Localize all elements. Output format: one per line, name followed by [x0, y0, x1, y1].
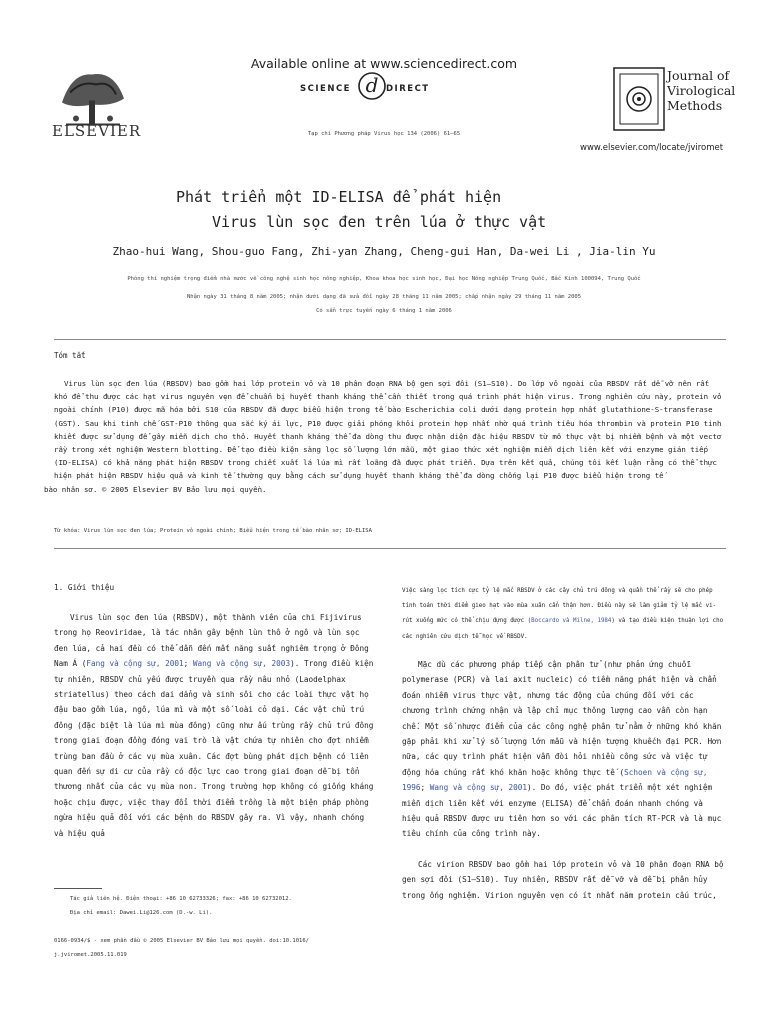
divider: [54, 339, 726, 340]
journal-reference: Tạp chí Phương pháp Virus học 134 (2006) 61–65: [307, 131, 461, 137]
abstract-text: Virus lùn sọc đen lúa (RBSDV) bao gồm hai lớp protein vỏ và 10 phân đoạn RNA bộ gen sợi đôi (S1–S10). Do lớp vỏ ngoài của RBSDV rất dễ vỡ nên rất khó để thu được các hạt virus nguyên vẹn để chuẩn bị huyết thanh kháng thể cần thiết trong quá trình phát hiện virus. Trong nghiên cứu này, protein vỏ ngoài chính (P10) được mã hóa bởi S10 của RBSDV đã được biểu hiện trong tế bào Escherichia coli dưới dạng protein hợp nhất glutathione-S-transferase (GST). Sau khi tinh chế GST-P10 thông qua sắc ký ái lực, P10 được giải phóng khỏi protein hợp nhất nhờ quá trình tiêu hóa thrombin và protein P10 tinh khiết được sử dụng để gây miễn dịch cho thỏ. Huyết thanh kháng thể đa dòng thu được nhận diện đặc hiệu RBSDV từ mô thực vật bị nhiễm bệnh và một vectơ rầy trong xét nghiệm Western blotting. Để tạo điều kiện sàng lọc số lượng lớn mẫu, một giao thức xét nghiệm miễn dịch liên kết với enzyme gián tiếp (ID-ELISA) có khả năng phát hiện RBSDV trong chiết xuất lá lúa mì rất loãng đã được phát triển. Dựa trên kết quả, chúng tôi kết luận rằng có thể thực hiện phát hiện RBSDV hiệu quả và kinh tế thường quy bằng cách sử dụng huyết thanh kháng thể đa dòng chống lại P10 được biểu hiện trong tế: [54, 379, 722, 481]
abstract-heading: Tóm tắt: [54, 351, 86, 360]
citation-link[interactable]: Schoen và cộng sự, 1996: [402, 767, 708, 793]
citation-link[interactable]: Wang và cộng sự, 2001: [429, 783, 527, 793]
sciencedirect-right: DIRECT: [386, 84, 430, 94]
journal-title-line: Virological: [667, 83, 736, 98]
svg-text:d: d: [365, 73, 379, 97]
footnote-corresponding: Tác giả liên hệ. Điện thoại: +86 10 62733326; fax: +86 10 62732012.: [70, 896, 292, 902]
received-dates: Nhận ngày 31 tháng 8 năm 2005; nhận dưới dạng đã sửa đổi ngày 28 tháng 11 năm 2005; chấp nhận ngày 29 tháng 11 năm 2005: [186, 294, 582, 300]
sciencedirect-at-icon: [356, 70, 388, 102]
footer-doi: j.jviromet.2005.11.019: [54, 952, 127, 958]
abstract-copyright: bào nhân sơ. © 2005 Elsevier BV Bảo lưu mọi quyền.: [44, 484, 267, 494]
divider: [54, 548, 726, 549]
footer-issn: 0166-0934/$ - xem phần đầu © 2005 Elsevier BV Bảo lưu mọi quyền. doi:10.1016/: [54, 938, 309, 944]
article-title-line2: Virus lùn sọc đen trên lúa ở thực vật: [212, 213, 547, 231]
paragraph-text: Việc sàng lọc tích cực tỷ lệ mắc RBSDV ở các cây chủ trú đông và quần thể rầy sẽ cho phép tính toán thời điểm gieo hạt vào mùa xuân cẩn thận hơn. Điều này sẽ làm giảm tỷ lệ mắc vi-rút xuống mức có thể chịu đựng được (: [402, 588, 717, 625]
available-online: Available online at www.sciencedirect.com: [250, 56, 518, 71]
intro-left-paragraph: [54, 610, 376, 841]
online-date: Có sẵn trực tuyến ngày 6 tháng 1 năm 2006: [316, 308, 452, 314]
journal-title-line: Journal of: [667, 68, 730, 83]
paragraph-text: ). Do đó, việc phát triển một xét nghiệm miễn dịch liên kết với enzyme (ELISA) để chẩn đoán nhanh chóng và hiệu quả RBSDV được ưu tiên hơn so với các phân tích RT-PCR và là mục tiêu chính của công trình này.: [402, 783, 722, 839]
abstract-body: [44, 377, 726, 496]
intro-right-paragraph-2: [402, 657, 724, 842]
paragraph-text: ). Trong điều kiện tự nhiên, RBSDV chủ yếu được truyền qua rầy nâu nhỏ (Laodelphax striatellus) theo cách dai dẳng và sinh sôi cho các loài thực vật họ đậu bao gồm lúa, ngô, lúa mì và một số loài cỏ dại. Các vật chủ trú đông (đặc biệt là lúa mì mùa đông) cũng như ấu trùng rầy chủ trú đông trong giai đoạn đồng đóng vai trò là vật chứa tự nhiên cho đợt nhiễm trùng ban đầu ở các vụ mùa xuân. Các đợt bùng phát dịch bệnh có liên quan đến sự di cư của rầy có độc lực cao trong giai đoạn dễ bị tổn thương nhất của các vụ mùa non. Trong trường hợp không có giống kháng hoặc chịu được, việc thay đổi thời điểm trồng là một biện pháp phòng ngừa hiệu quả đối với các bệnh do RBSDV gây ra. Vì vậy, nhanh chóng và hiệu quả: [54, 659, 374, 838]
journal-title: [667, 68, 735, 113]
sciencedirect-left: SCIENCE: [300, 84, 351, 94]
author-list: Zhao-hui Wang, Shou-guo Fang, Zhi-yan Zhang, Cheng-gui Han, Da-wei Li , Jia-lin Yu: [112, 245, 656, 258]
footnote-divider: [54, 888, 102, 889]
journal-title-line: Methods: [667, 98, 723, 113]
citation-link[interactable]: Fang và cộng sự, 2001: [86, 659, 184, 669]
footnote-email: Địa chỉ email: Dawei.Li@126.com (D.-w. Li).: [70, 910, 213, 916]
article-title-line1: Phát triển một ID-ELISA để phát hiện: [176, 188, 502, 206]
intro-right-paragraph-3: Các virion RBSDV bao gồm hai lớp protein vỏ và 10 phân đoạn RNA bộ gen sợi đôi (S1–S10). Tuy nhiên, RBSDV rất dễ vỡ và dễ bị phân hủy trong ống nghiệm. Virion nguyên vẹn có ít nhất năm protein cấu trúc,: [402, 860, 724, 900]
citation-separator: ;: [183, 659, 193, 669]
publisher-name: ELSEVIER: [52, 122, 142, 140]
paragraph-text: Virus lùn sọc đen lúa (RBSDV), một thành viên của chi Fijivirus trong họ Reoviridae, là tác nhân gây bệnh lùn thô ở ngô và lùn sọc đen lúa, cả hai đều có thể dẫn đến mất năng suất nghiêm trọng ở Đông Nam Á (: [54, 613, 369, 669]
affiliation: Phòng thí nghiệm trọng điểm nhà nước về công nghệ sinh học nông nghiệp, Khoa khoa học sinh học, Đại học Nông nghiệp Trung Quốc, Bắc Kinh 100094, Trung Quốc: [127, 276, 641, 282]
paragraph-text: Mặc dù các phương pháp tiếp cận phân tử (như phản ứng chuỗi polymerase (PCR) và lai axit nucleic) có tiềm năng phát hiện và chẩn đoán nhiễm virus thực vật, nhưng tác động của chúng đối với các chương trình chứng nhận và lập chỉ mục thông lượng cao vẫn còn hạn chế. Một số nhược điểm của các công nghệ phân tử nằm ở những khó khăn gặp phải khi xử lý số lượng lớn mẫu và hiện tượng khuếch đại PCR. Hơn nữa, các quy trình phát hiện vẫn đòi hỏi nhiều công sức và việc tự động hóa chúng rất khó khăn hoặc không thực tế (: [402, 660, 722, 777]
citation-separator: ;: [420, 783, 430, 793]
keywords: Từ khóa: Virus lùn sọc đen lúa; Protein vỏ ngoài chính; Biểu hiện trong tế bào nhân sơ; ID-ELISA: [54, 528, 372, 534]
section-heading: 1. Giới thiệu: [54, 583, 115, 592]
citation-link[interactable]: Wang và cộng sự, 2003: [192, 659, 291, 669]
paragraph-text: ) và tạo điều kiện thuận lợi cho các nghiên cứu dịch tễ học về RBSDV.: [402, 618, 724, 640]
citation-link[interactable]: Boccardo và Milne, 1984: [531, 618, 612, 625]
intro-right-paragraph-1: [402, 584, 724, 645]
journal-url[interactable]: www.elsevier.com/locate/jviromet: [580, 143, 724, 153]
